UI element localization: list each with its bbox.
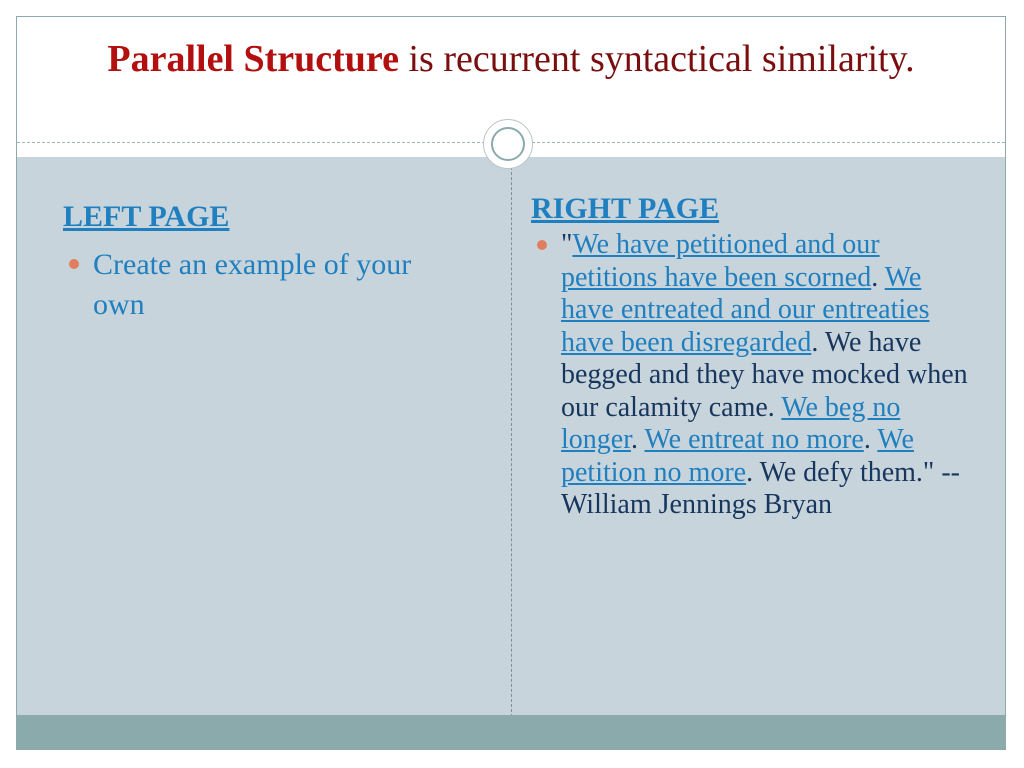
quote-sep-2: . — [631, 424, 645, 455]
quote-text — [561, 229, 971, 522]
slide-frame — [16, 16, 1006, 750]
quote-link-2[interactable]: We have entreated and our entreaties have been disregarded — [561, 261, 930, 358]
bullet-icon — [69, 259, 79, 269]
quote-tail: . We defy them." -- William Jennings Bryan — [561, 456, 961, 520]
left-bullet-text: Create an example of your own — [93, 248, 412, 321]
quote-link-5[interactable]: We petition no more — [561, 424, 914, 488]
right-column — [531, 191, 971, 522]
quote-sep-1: . — [871, 261, 885, 293]
title-rest: is recurrent syntactical similarity. — [398, 38, 915, 80]
right-bullet-item — [531, 229, 971, 522]
quote-middle: . We have begged and they have mocked when our calamity came. — [561, 326, 968, 423]
left-column — [63, 199, 463, 325]
decorative-circle-icon — [483, 119, 533, 169]
bottom-bar — [17, 715, 1005, 749]
slide-title — [57, 35, 965, 83]
column-divider — [511, 157, 512, 717]
bullet-icon — [537, 240, 547, 250]
quote-link-3[interactable]: We beg no longer — [561, 391, 901, 455]
quote-link-1[interactable]: We have petitioned and our petitions have been scorned — [561, 229, 880, 293]
quote-open: " — [561, 229, 573, 260]
title-bold: Parallel Structure — [107, 38, 399, 80]
decorative-ring — [491, 127, 525, 161]
left-bullet-item — [63, 245, 463, 325]
quote-sep-3: . — [863, 424, 878, 455]
quote-link-4[interactable]: We entreat no more — [644, 424, 864, 455]
right-page-heading[interactable]: RIGHT PAGE — [531, 192, 720, 225]
left-page-heading[interactable]: LEFT PAGE — [63, 200, 230, 233]
